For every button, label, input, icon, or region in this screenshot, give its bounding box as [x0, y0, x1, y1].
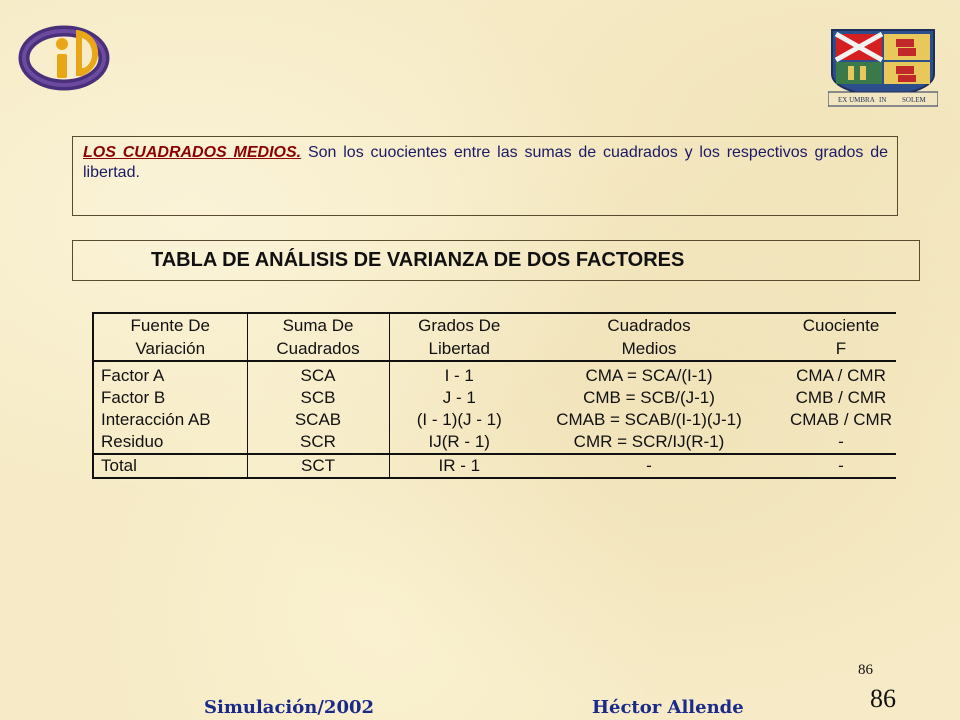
total-degrees-freedom: IR - 1	[389, 454, 529, 478]
header-sum-squares: Suma De Cuadrados	[247, 312, 389, 361]
row-sum-squares: SCR	[247, 431, 389, 454]
row-mean-square: CMA = SCA/(I-1)	[585, 366, 713, 385]
table-row	[93, 431, 896, 454]
row-source: Factor B	[93, 387, 247, 409]
row-f-ratio: CMA / CMR	[796, 366, 886, 385]
table-row	[93, 387, 896, 409]
row-degrees-freedom: I - 1	[444, 366, 474, 385]
table-header-row	[93, 312, 896, 361]
row-f-ratio: -	[769, 431, 896, 454]
row-f-ratio: CMAB / CMR	[790, 410, 892, 429]
page-number-large: 86	[870, 684, 896, 713]
table-row	[93, 409, 896, 431]
seal-motto-right: SOLEM	[902, 96, 926, 104]
header-mean-squares: Cuadrados Medios	[529, 312, 769, 361]
footer-course: Simulación/2002	[204, 697, 375, 718]
table-total-row	[93, 454, 896, 478]
row-mean-square: CMR = SCR/IJ(R-1)	[529, 431, 769, 454]
department-logo	[18, 14, 118, 94]
total-mean-square: -	[529, 454, 769, 478]
seal-motto-mid: IN	[879, 96, 887, 104]
row-sum-squares: SCA	[247, 361, 389, 387]
header-f-ratio: Cuociente F	[769, 312, 896, 361]
total-sum-squares: SCT	[247, 454, 389, 478]
row-source: Factor A	[93, 361, 247, 387]
table-row	[93, 361, 896, 387]
row-sum-squares: SCB	[247, 387, 389, 409]
anova-table	[92, 312, 896, 480]
row-degrees-freedom: IJ(R - 1)	[389, 431, 529, 454]
row-degrees-freedom: (I - 1)(J - 1)	[416, 410, 502, 429]
total-f-ratio: -	[769, 454, 896, 478]
definition-text: Son los cuocientes entre las sumas de cuadrados y los respectivos grados de libertad.	[83, 144, 889, 181]
row-f-ratio: CMB / CMR	[795, 388, 887, 407]
page-number-small: 86	[858, 662, 873, 678]
row-mean-square: CMB = SCB/(J-1)	[583, 388, 715, 407]
definition-term: LOS CUADRADOS MEDIOS.	[83, 144, 302, 161]
row-source: Residuo	[93, 431, 247, 454]
row-degrees-freedom: J - 1	[442, 388, 476, 407]
university-seal	[828, 28, 938, 108]
definition-box	[72, 136, 898, 216]
header-source: Fuente De Variación	[93, 312, 247, 361]
row-sum-squares: SCAB	[247, 409, 389, 431]
table-top-border	[92, 312, 896, 314]
header-degrees-freedom: Grados De Libertad	[389, 312, 529, 361]
row-mean-square: CMAB = SCAB/(I-1)(J-1)	[556, 410, 742, 429]
footer-author: Héctor Allende	[592, 697, 744, 718]
total-source: Total	[93, 454, 247, 478]
table-title: TABLA DE ANÁLISIS DE VARIANZA DE DOS FACTORES	[72, 240, 920, 281]
row-source: Interacción AB	[93, 409, 247, 431]
seal-motto-left: EX UMBRA	[838, 96, 875, 104]
